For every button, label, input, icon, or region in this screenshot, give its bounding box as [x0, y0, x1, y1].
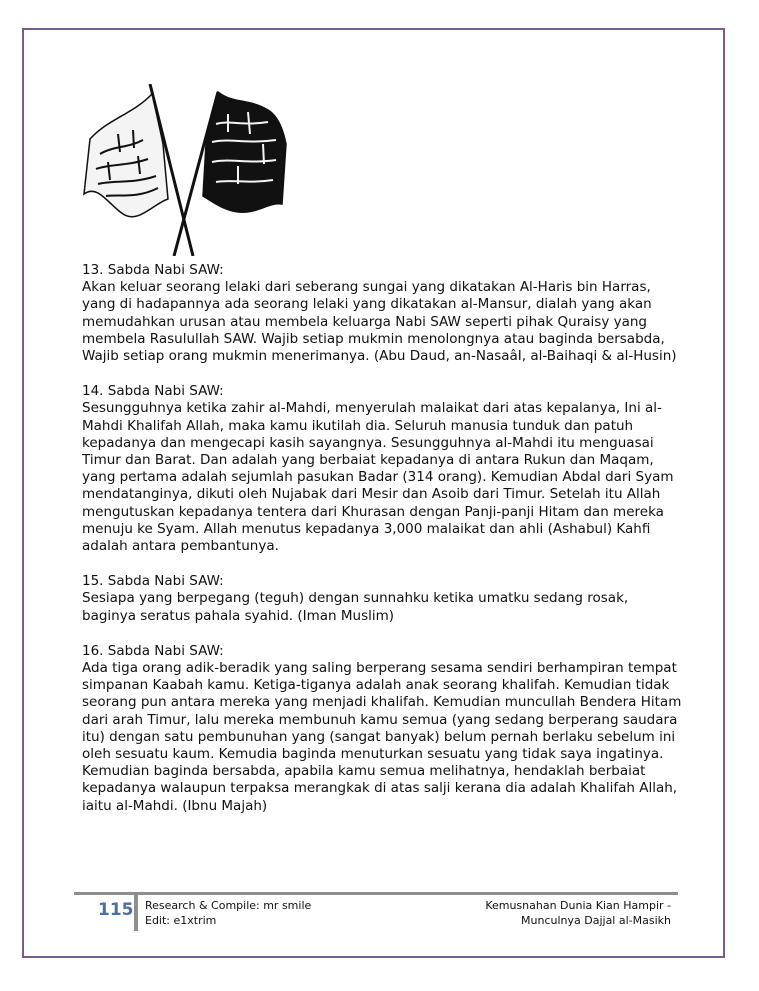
footer-credits — [145, 898, 311, 928]
footer-title-line2: Munculnya Dajjal al-Masikh — [521, 914, 671, 927]
footer-credit-compile: Research & Compile: mr smile — [145, 899, 312, 912]
section-body: Ada tiga orang adik-beradik yang saling berperang sesama sendiri berhampiran tempat simpanan Kaabah kamu. Ketiga-tiganya adalah anak seorang khalifah. Kemudian tidak seorang pun antara mereka yang menjadi khalifah. Kemudian muncullah Bendera Hitam dari arah Timur, lalu mereka membunuh kamu semua (yang sedang berperang saudara itu) dengan satu pembunuhan yang (sangat banyak) belum pernah berlaku sebelum ini oleh sesuatu kaum. Kemudia baginda menuturkan sesuatu yang tidak saya ingatinya. Kemudian baginda bersabda, apabila kamu semua melihatnya, hendaklah berbaiat kepadanya walaupun terpaksa merangkak di atas salji kerana dia adalah Khalifah Allah, iaitu al-Mahdi. (Ibnu Majah) — [82, 660, 682, 814]
footer-title-line1: Kemusnahan Dunia Kian Hampir - — [485, 899, 671, 912]
footer-credit-edit: Edit: e1xtrim — [145, 914, 217, 927]
hadith-section-16 — [82, 643, 682, 815]
page-number: 115 — [98, 900, 134, 920]
crossed-flags-icon — [78, 84, 288, 256]
section-title: 14. Sabda Nabi SAW: — [82, 383, 224, 400]
section-body: Akan keluar seorang lelaki dari seberang sungai yang dikatakan Al-Haris bin Harras, yang di hadapannya ada seorang lelaki yang dikatakan al-Mansur, dialah yang akan memudahkan urusan atau membela keluarga Nabi SAW seperti pihak Quraisy yang membela Rasulullah SAW. Wajib setiap mukmin menolongnya atau baginda bersabda, Wajib setiap orang mukmin menerimanya. (Abu Daud, an-NasaâI, al-Baihaqi & al-Husin) — [82, 279, 677, 365]
section-title: 13. Sabda Nabi SAW: — [82, 262, 224, 278]
footer-vertical-divider — [134, 895, 138, 931]
main-content — [82, 262, 682, 833]
hadith-section-13 — [82, 262, 682, 365]
section-body: Sesiapa yang berpegang (teguh) dengan sunnahku ketika umatku sedang rosak, baginya seratus pahala syahid. (Iman Muslim) — [82, 590, 629, 624]
section-title: 16. Sabda Nabi SAW: — [82, 642, 224, 659]
footer-book-title — [485, 898, 671, 928]
section-title: 15. Sabda Nabi SAW: — [82, 573, 224, 590]
hadith-section-14 — [82, 383, 682, 555]
footer-divider — [74, 892, 678, 895]
hadith-section-15 — [82, 573, 682, 625]
section-body: Sesungguhnya ketika zahir al-Mahdi, menyerulah malaikat dari atas kepalanya, Ini al-Mahdi Khalifah Allah, maka kamu ikutilah dia. Seluruh manusia tunduk dan patuh kepadanya dan mengecapi kasih sayangnya. Sesungguhnya al-Mahdi itu menguasai Timur dan Barat. Dan adalah yang berbaiat kepadanya di antara Rukun dan Maqam, yang pertama adalah sejumlah pasukan Badar (314 orang). Kemudian Abdal dari Syam mendatanginya, dikuti oleh Nujabak dari Mesir dan Asoib dari Timur. Setelah itu Allah mengutuskan kepadanya tentera dari Khurasan dengan Panji-panji Hitam dan mereka menuju ke Syam. Allah menutus kepadanya 3,000 malaikat dan ahli (Ashabul) Kahfi adalah antara pembantunya. — [82, 400, 674, 555]
